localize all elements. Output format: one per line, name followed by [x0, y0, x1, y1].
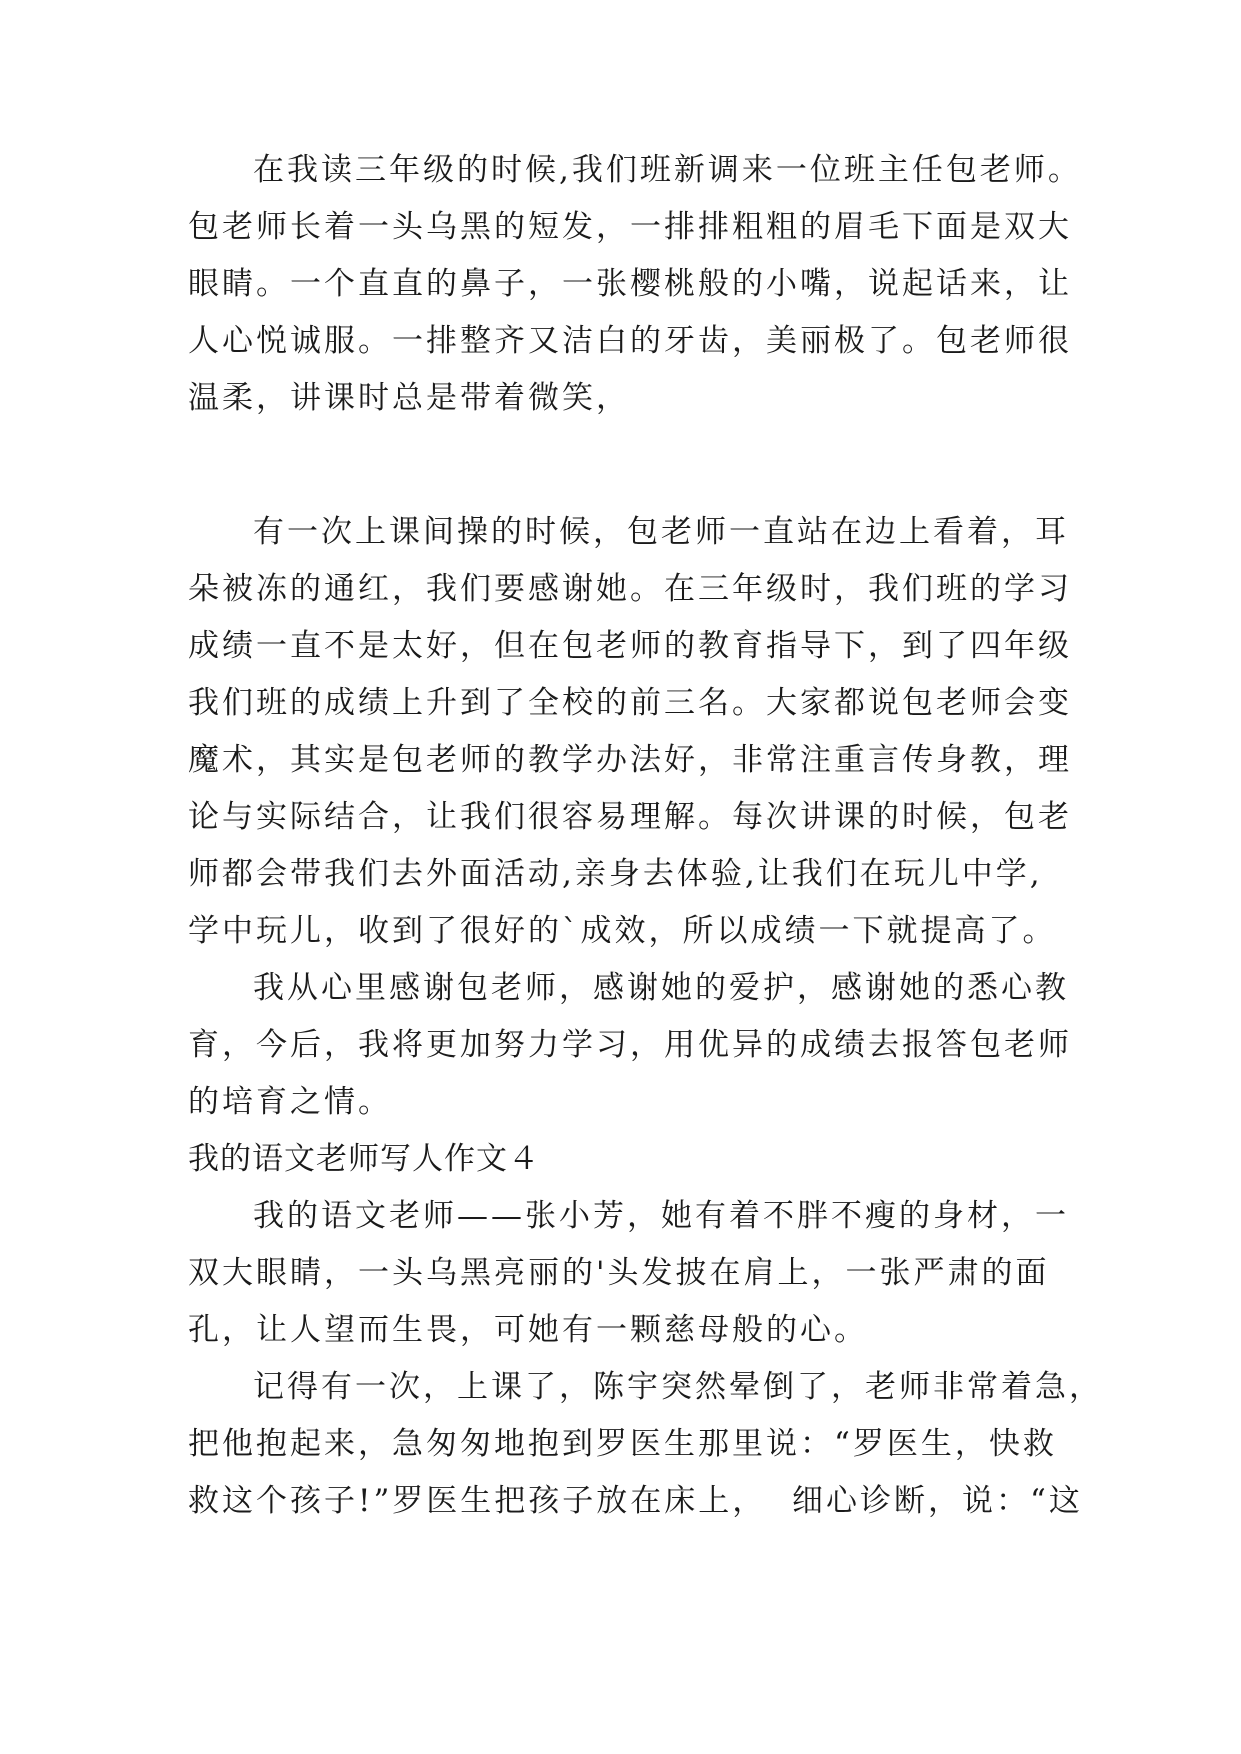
paragraph-3-line-2: 育，今后，我将更加努力学习，用优异的成绩去报答包老师 — [188, 1027, 1072, 1063]
paragraph-2-line-3: 成绩一直不是太好，但在包老师的教育指导下，到了四年级 — [188, 628, 1072, 664]
paragraph-4-line-1: 我的语文老师——张小芳，她有着不胖不瘦的身材，一 — [253, 1198, 1069, 1234]
paragraph-4-line-2: 双大眼睛，一头乌黑亮丽的'头发披在肩上，一张严肃的面 — [188, 1255, 1050, 1291]
paragraph-2-line-8: 学中玩儿，收到了很好的`成效，所以成绩一下就提高了。 — [188, 913, 1057, 949]
paragraph-3-line-1: 我从心里感谢包老师，感谢她的爱护，感谢她的悉心教 — [253, 970, 1069, 1006]
paragraph-1-line-2: 包老师长着一头乌黑的短发，一排排粗粗的眉毛下面是双大 — [188, 209, 1072, 245]
paragraph-3-line-3: 的培育之情。 — [188, 1084, 392, 1120]
paragraph-1-line-4: 人心悦诚服。一排整齐又洁白的牙齿，美丽极了。包老师很 — [188, 323, 1072, 359]
paragraph-5-line-1: 记得有一次，上课了，陈宇突然晕倒了，老师非常着急， — [253, 1369, 1103, 1405]
paragraph-1-line-3: 眼睛。一个直直的鼻子，一张樱桃般的小嘴，说起话来，让 — [188, 266, 1072, 302]
paragraph-4-line-3: 孔，让人望而生畏，可她有一颗慈母般的心。 — [188, 1312, 868, 1348]
paragraph-1-line-5: 温柔，讲课时总是带着微笑， — [188, 380, 630, 416]
paragraph-2-line-7: 师都会带我们去外面活动,亲身去体验,让我们在玩儿中学, — [188, 856, 1043, 892]
paragraph-2-line-1: 有一次上课间操的时候，包老师一直站在边上看着，耳 — [253, 514, 1069, 550]
paragraph-2-line-5: 魔术，其实是包老师的教学办法好，非常注重言传身教，理 — [188, 742, 1072, 778]
section-heading: 我的语文老师写人作文４ — [188, 1141, 540, 1177]
paragraph-2-line-6: 论与实际结合，让我们很容易理解。每次讲课的时候，包老 — [188, 799, 1072, 835]
paragraph-2-line-2: 朵被冻的通红，我们要感谢她。在三年级时，我们班的学习 — [188, 571, 1072, 607]
paragraph-1-line-1: 在我读三年级的时候,我们班新调来一位班主任包老师。 — [253, 152, 1082, 188]
paragraph-5-line-2: 把他抱起来，急匆匆地抱到罗医生那里说：“罗医生，快救 — [188, 1426, 1057, 1462]
paragraph-5-line-3: 救这个孩子!”罗医生把孩子放在床上， 细心诊断，说：“这 — [188, 1483, 1083, 1519]
paragraph-2-line-4: 我们班的成绩上升到了全校的前三名。大家都说包老师会变 — [188, 685, 1072, 721]
